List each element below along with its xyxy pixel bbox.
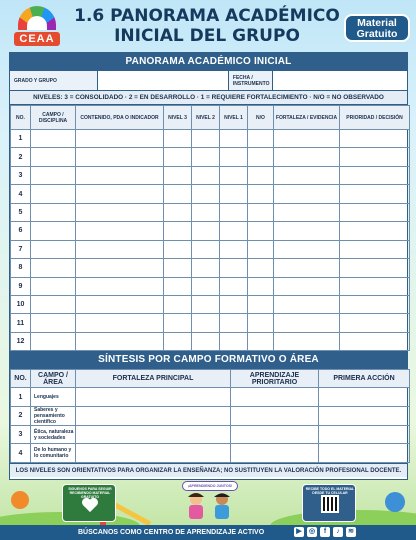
assessment-cell[interactable] (220, 148, 248, 166)
assessment-cell[interactable] (274, 240, 340, 258)
assessment-cell[interactable] (340, 240, 410, 258)
assessment-cell[interactable] (164, 277, 192, 295)
row-number: 9 (11, 277, 31, 295)
col-no-observado: N/O (248, 106, 274, 130)
assessment-cell[interactable] (274, 166, 340, 184)
assessment-cell[interactable] (248, 148, 274, 166)
assessment-cell[interactable] (31, 185, 76, 203)
grupo-field[interactable] (98, 71, 229, 90)
assessment-cell[interactable] (220, 332, 248, 350)
assessment-row (11, 185, 410, 203)
synthesis-cell[interactable] (231, 388, 319, 407)
synthesis-cell[interactable] (319, 406, 410, 425)
assessment-cell[interactable] (248, 332, 274, 350)
assessment-cell[interactable] (76, 240, 164, 258)
section-title-sintesis: SÍNTESIS POR CAMPO FORMATIVO O ÁREA (10, 351, 407, 369)
assessment-cell[interactable] (192, 295, 220, 313)
col-nivel-3: NIVEL 3 (164, 106, 192, 130)
assessment-cell[interactable] (220, 203, 248, 221)
assessment-cell[interactable] (274, 185, 340, 203)
fecha-label: FECHA / INSTRUMENTO (229, 71, 273, 90)
assessment-cell[interactable] (220, 259, 248, 277)
synthesis-field-name: Saberes y pensamiento científico (31, 406, 76, 425)
synthesis-row (11, 425, 410, 444)
assessment-row (11, 259, 410, 277)
assessment-cell[interactable] (340, 185, 410, 203)
assessment-cell[interactable] (76, 259, 164, 277)
assessment-cell[interactable] (274, 203, 340, 221)
assessment-row (11, 203, 410, 221)
assessment-cell[interactable] (220, 295, 248, 313)
syn-col-campo: CAMPO / ÁREA (31, 370, 76, 388)
assessment-cell[interactable] (220, 222, 248, 240)
assessment-cell[interactable] (274, 259, 340, 277)
row-number: 6 (11, 222, 31, 240)
assessment-cell[interactable] (164, 130, 192, 148)
row-number: 12 (11, 332, 31, 350)
assessment-cell[interactable] (31, 240, 76, 258)
row-number: 1 (11, 130, 31, 148)
synthesis-field-name: Ética, naturaleza y sociedades (31, 425, 76, 444)
assessment-cell[interactable] (340, 295, 410, 313)
grupo-label: GRADO Y GRUPO (10, 71, 98, 90)
assessment-row (11, 295, 410, 313)
assessment-cell[interactable] (248, 277, 274, 295)
children-figures-icon (178, 491, 242, 525)
row-number: 4 (11, 185, 31, 203)
assessment-cell[interactable] (192, 130, 220, 148)
assessment-cell[interactable] (164, 332, 192, 350)
assessment-cell[interactable] (76, 166, 164, 184)
assessment-cell[interactable] (340, 203, 410, 221)
synthesis-row-number: 4 (11, 444, 31, 463)
assessment-cell[interactable] (76, 222, 164, 240)
follow-promo-card[interactable] (62, 484, 116, 522)
assessment-cell[interactable] (340, 166, 410, 184)
assessment-cell[interactable] (248, 295, 274, 313)
assessment-cell[interactable] (76, 148, 164, 166)
qr-code-icon (321, 495, 339, 513)
assessment-cell[interactable] (274, 295, 340, 313)
assessment-cell[interactable] (164, 222, 192, 240)
social-icons (294, 527, 356, 538)
synthesis-row-number: 2 (11, 406, 31, 425)
assessment-cell[interactable] (220, 314, 248, 332)
assessment-cell[interactable] (192, 314, 220, 332)
assessment-cell[interactable] (192, 332, 220, 350)
assessment-cell[interactable] (31, 222, 76, 240)
assessment-cell[interactable] (164, 259, 192, 277)
assessment-row (11, 314, 410, 332)
col-no: NO. (11, 106, 31, 130)
assessment-cell[interactable] (340, 130, 410, 148)
synthesis-field-name: Lenguajes (31, 388, 76, 407)
synthesis-cell[interactable] (231, 406, 319, 425)
assessment-cell[interactable] (192, 259, 220, 277)
row-number: 5 (11, 203, 31, 221)
assessment-cell[interactable] (248, 222, 274, 240)
col-prioridad: PRIORIDAD / DECISIÓN (340, 106, 410, 130)
assessment-row (11, 240, 410, 258)
assessment-cell[interactable] (274, 148, 340, 166)
synthesis-table (10, 369, 410, 463)
qr-promo-card[interactable] (302, 484, 356, 522)
assessment-cell[interactable] (76, 332, 164, 350)
assessment-cell[interactable] (220, 130, 248, 148)
synthesis-row (11, 406, 410, 425)
syn-col-accion: PRIMERA ACCIÓN (319, 370, 410, 388)
heart-icon (81, 497, 99, 513)
assessment-row (11, 166, 410, 184)
assessment-table (10, 105, 410, 351)
assessment-cell[interactable] (248, 130, 274, 148)
kids-illustration (178, 481, 242, 525)
col-contenido: CONTENIDO, PDA O INDICADOR (76, 106, 164, 130)
assessment-row (11, 222, 410, 240)
assessment-cell[interactable] (31, 295, 76, 313)
syn-col-aprendizaje: APRENDIZAJE PRIORITARIO (231, 370, 319, 388)
assessment-row (11, 332, 410, 350)
synthesis-field-name: De lo humano y lo comunitario (31, 444, 76, 463)
assessment-cell[interactable] (76, 277, 164, 295)
promo-right-text: RECIBE TODO EL MATERIAL DESDE TU CELULAR (305, 487, 355, 495)
assessment-cell[interactable] (274, 222, 340, 240)
assessment-cell[interactable] (31, 277, 76, 295)
assessment-cell[interactable] (192, 222, 220, 240)
synthesis-row (11, 444, 410, 463)
assessment-cell[interactable] (192, 277, 220, 295)
assessment-cell[interactable] (248, 259, 274, 277)
page-title (72, 6, 342, 46)
assessment-cell[interactable] (274, 314, 340, 332)
assessment-cell[interactable] (164, 295, 192, 313)
assessment-cell[interactable] (248, 185, 274, 203)
assessment-cell[interactable] (164, 166, 192, 184)
assessment-cell[interactable] (31, 314, 76, 332)
assessment-cell[interactable] (248, 314, 274, 332)
col-campo: CAMPO / DISCIPLINA (31, 106, 76, 130)
synthesis-header-row (11, 370, 410, 388)
assessment-cell[interactable] (31, 332, 76, 350)
synthesis-cell[interactable] (231, 425, 319, 444)
assessment-cell[interactable] (192, 166, 220, 184)
assessment-cell[interactable] (31, 166, 76, 184)
assessment-cell[interactable] (76, 314, 164, 332)
fecha-field[interactable] (273, 71, 407, 90)
assessment-cell[interactable] (340, 148, 410, 166)
ceaa-logo (14, 6, 60, 50)
assessment-cell[interactable] (192, 148, 220, 166)
assessment-cell[interactable] (220, 277, 248, 295)
synthesis-cell[interactable] (76, 425, 231, 444)
row-number: 10 (11, 295, 31, 313)
syn-col-no: NO. (11, 370, 31, 388)
assessment-cell[interactable] (220, 185, 248, 203)
assessment-cell[interactable] (192, 185, 220, 203)
assessment-cell[interactable] (340, 332, 410, 350)
col-nivel-1: NIVEL 1 (220, 106, 248, 130)
assessment-cell[interactable] (274, 277, 340, 295)
assessment-cell[interactable] (192, 240, 220, 258)
assessment-cell[interactable] (340, 259, 410, 277)
assessment-cell[interactable] (274, 130, 340, 148)
instagram-icon[interactable]: ◎ (308, 528, 316, 535)
footer-bar (0, 525, 416, 540)
assessment-cell[interactable] (220, 240, 248, 258)
assessment-cell[interactable] (164, 314, 192, 332)
col-nivel-2: NIVEL 2 (192, 106, 220, 130)
synthesis-cell[interactable] (319, 444, 410, 463)
tiktok-icon[interactable]: ♪ (333, 527, 343, 537)
synthesis-cell[interactable] (319, 425, 410, 444)
assessment-cell[interactable] (274, 332, 340, 350)
assessment-cell[interactable] (76, 203, 164, 221)
assessment-cell[interactable] (164, 203, 192, 221)
free-material-badge: Material Gratuito (344, 14, 410, 42)
youtube-icon[interactable]: ▶ (294, 527, 304, 537)
row-number: 3 (11, 166, 31, 184)
title-line-1: 1.6 PANORAMA ACADÉMICO (74, 6, 340, 26)
spotify-icon[interactable]: ≋ (346, 527, 356, 537)
assessment-cell[interactable] (76, 295, 164, 313)
section-title-panorama: PANORAMA ACADÉMICO INICIAL (10, 53, 407, 71)
assessment-header-row (11, 106, 410, 130)
assessment-row (11, 148, 410, 166)
row-number: 8 (11, 259, 31, 277)
footnote: LOS NIVELES SON ORIENTATIVOS PARA ORGANIZAR LA ENSEÑANZA; NO SUSTITUYEN LA VALORACIÓN PROFESIONAL DOCENTE. (10, 463, 407, 477)
logo-text: CEAA (14, 32, 60, 46)
assessment-row (11, 277, 410, 295)
assessment-cell[interactable] (340, 222, 410, 240)
col-fortaleza: FORTALEZA / EVIDENCIA (274, 106, 340, 130)
promo-left-text: SIGUENOS PARA SEGUIR RECIBIENDO MATERIAL GRATUITO (68, 487, 112, 499)
footer-tagline: BÚSCANOS COMO CENTRO DE APRENDIZAJE ACTIVO (78, 529, 265, 536)
synthesis-row-number: 3 (11, 425, 31, 444)
assessment-cell[interactable] (76, 130, 164, 148)
assessment-cell[interactable] (164, 148, 192, 166)
assessment-row (11, 130, 410, 148)
assessment-cell[interactable] (248, 203, 274, 221)
speech-bubble: ¡APRENDIENDO JUNTOS! (182, 481, 238, 491)
synthesis-row (11, 388, 410, 407)
assessment-cell[interactable] (31, 148, 76, 166)
synthesis-cell[interactable] (231, 444, 319, 463)
assessment-cell[interactable] (31, 130, 76, 148)
assessment-cell[interactable] (340, 277, 410, 295)
facebook-icon[interactable]: f (320, 527, 330, 537)
syn-col-fortaleza: FORTALEZA PRINCIPAL (76, 370, 231, 388)
row-number: 11 (11, 314, 31, 332)
form-card (9, 52, 408, 480)
assessment-cell[interactable] (31, 203, 76, 221)
synthesis-cell[interactable] (76, 406, 231, 425)
assessment-cell[interactable] (248, 166, 274, 184)
synthesis-row-number: 1 (11, 388, 31, 407)
page-header (0, 0, 416, 52)
assessment-cell[interactable] (164, 185, 192, 203)
assessment-cell[interactable] (76, 185, 164, 203)
synthesis-cell[interactable] (76, 388, 231, 407)
assessment-cell[interactable] (164, 240, 192, 258)
assessment-cell[interactable] (340, 314, 410, 332)
meta-row (10, 71, 407, 91)
synthesis-cell[interactable] (319, 388, 410, 407)
assessment-cell[interactable] (220, 166, 248, 184)
assessment-cell[interactable] (31, 259, 76, 277)
assessment-cell[interactable] (192, 203, 220, 221)
row-number: 7 (11, 240, 31, 258)
assessment-cell[interactable] (248, 240, 274, 258)
row-number: 2 (11, 148, 31, 166)
levels-legend: NIVELES: 3 = CONSOLIDADO · 2 = EN DESARROLLO · 1 = REQUIERE FORTALECIMIENTO · N/O = NO OBSERVADO (10, 91, 407, 105)
synthesis-cell[interactable] (76, 444, 231, 463)
title-line-2: INICIAL DEL GRUPO (114, 26, 300, 46)
